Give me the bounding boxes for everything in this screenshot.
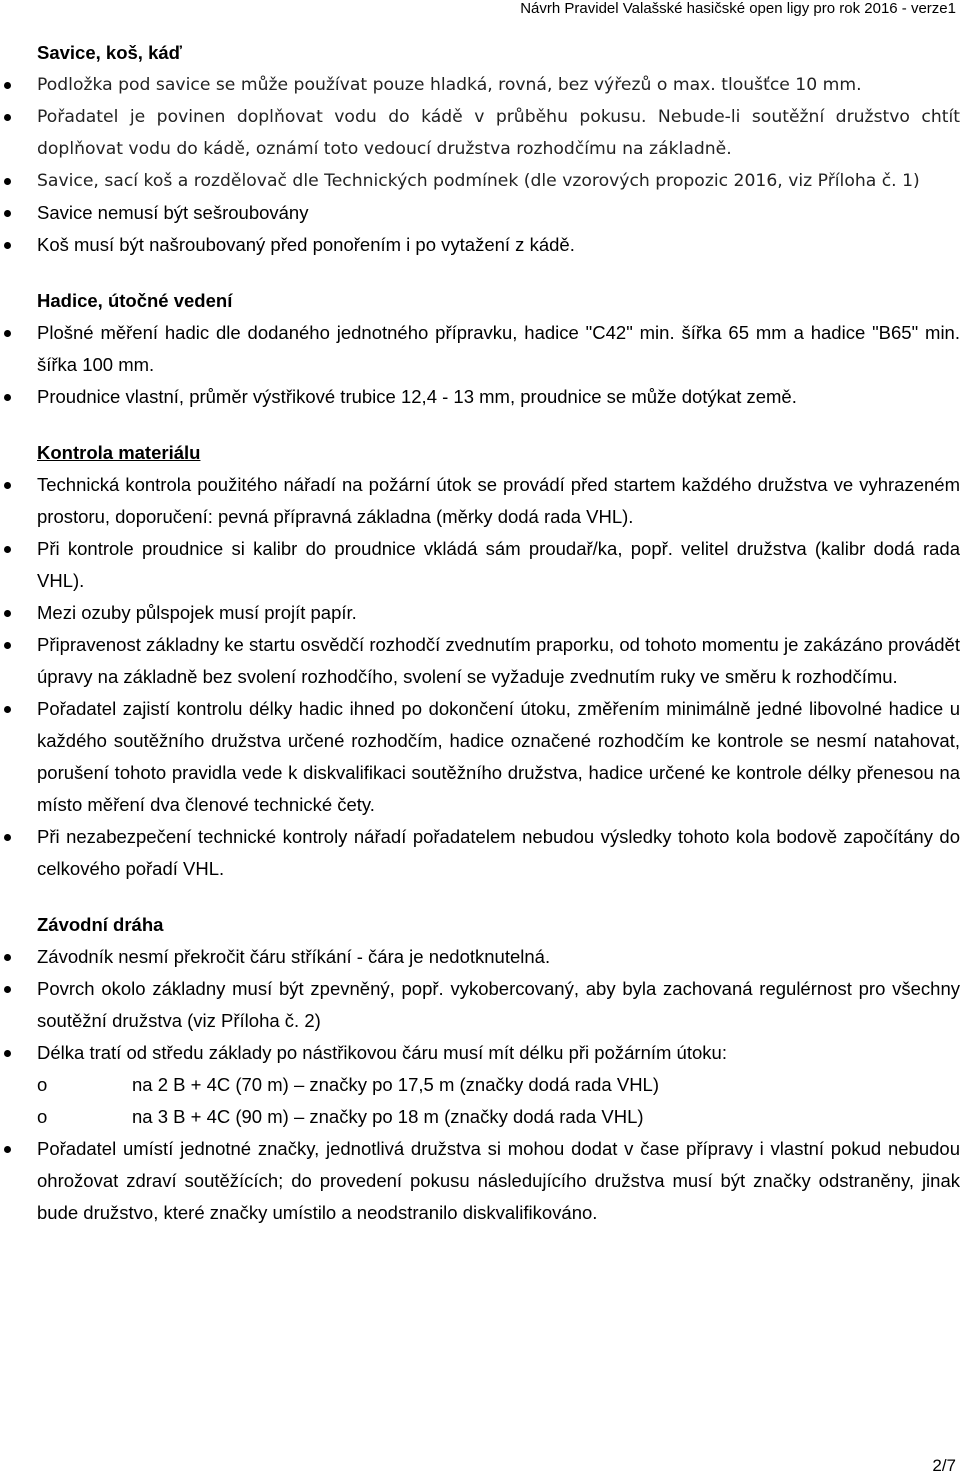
bullet-icon bbox=[4, 834, 11, 841]
list-item: Savice, sací koš a rozdělovač dle Technických podmínek (dle vzorových propozic 2016, viz Příloha č. 1) bbox=[0, 165, 960, 197]
page-number: 2/7 bbox=[932, 1456, 956, 1475]
section-list-zavodni-draha-cont bbox=[0, 1133, 960, 1229]
list-item: Délka tratí od středu základy po nástřikovou čáru musí mít délku při požárním útoku: bbox=[0, 1037, 960, 1069]
bullet-icon bbox=[4, 706, 11, 713]
bullet-icon bbox=[4, 610, 11, 617]
list-item: Pořadatel umístí jednotné značky, jednotlivá družstva si mohou dodat v čase přípravy i vlastní pokud nebudou ohrožovat zdraví soutěžících; do provedení pokusu následujícího družstva musí být značky odstraněny, jinak bude družstvo, které značky umístilo a neodstranilo diskvalifikováno. bbox=[0, 1133, 960, 1229]
sub-list-track-lengths bbox=[0, 1069, 960, 1133]
bullet-icon bbox=[4, 1050, 11, 1057]
list-item: Při nezabezpečení technické kontroly nářadí pořadatelem nebudou výsledky tohoto kola bodově započítány do celkového pořadí VHL. bbox=[0, 821, 960, 885]
list-item: Plošné měření hadic dle dodaného jednotného přípravku, hadice "C42" min. šířka 65 mm a hadice "B65" min. šířka 100 mm. bbox=[0, 317, 960, 381]
bullet-icon bbox=[4, 178, 11, 185]
bullet-icon bbox=[4, 1146, 11, 1153]
sub-list-item: o na 3 B + 4C (90 m) – značky po 18 m (značky dodá rada VHL) bbox=[0, 1101, 960, 1133]
bullet-icon bbox=[4, 546, 11, 553]
section-title-zavodni-draha: Závodní dráha bbox=[37, 914, 164, 935]
section-list-hadice bbox=[0, 317, 960, 413]
sub-bullet-marker: o bbox=[37, 1106, 48, 1127]
list-item: Pořadatel zajistí kontrolu délky hadic ihned po dokončení útoku, změřením minimálně jedné libovolné hadice u každého soutěžního družstva určené rozhodčím, hadice označené rozhodčím ke kontrole se nesmí natahovat, porušení tohoto pravidla vede k diskvalifikaci soutěžního družstva, hadice určené ke kontrole délky přenesou na místo měření dva členové technické čety. bbox=[0, 693, 960, 821]
bullet-icon bbox=[4, 210, 11, 217]
section-title-hadice: Hadice, útočné vedení bbox=[37, 290, 233, 311]
list-item: Závodník nesmí překročit čáru stříkání - čára je nedotknutelná. bbox=[0, 941, 960, 973]
list-item: Savice nemusí být sešroubovány bbox=[0, 197, 960, 229]
bullet-icon bbox=[4, 330, 11, 337]
bullet-icon bbox=[4, 114, 11, 121]
bullet-icon bbox=[4, 242, 11, 249]
list-item: Pořadatel je povinen doplňovat vodu do kádě v průběhu pokusu. Nebude-li soutěžní družstvo chtít doplňovat vodu do kádě, oznámí toto vedoucí družstva rozhodčímu na základně. bbox=[0, 101, 960, 165]
bullet-icon bbox=[4, 482, 11, 489]
section-title-savice: Savice, koš, káď bbox=[37, 42, 182, 63]
section-list-zavodni-draha bbox=[0, 941, 960, 1069]
section-title-kontrola: Kontrola materiálu bbox=[37, 442, 201, 463]
bullet-icon bbox=[4, 394, 11, 401]
section-list-kontrola bbox=[0, 469, 960, 885]
section-list-savice bbox=[0, 69, 960, 261]
list-item: Podložka pod savice se může používat pouze hladká, rovná, bez výřezů o max. tloušťce 10 mm. bbox=[0, 69, 960, 101]
bullet-icon bbox=[4, 642, 11, 649]
list-item: Technická kontrola použitého nářadí na požární útok se provádí před startem každého družstva ve vyhrazeném prostoru, doporučení: pevná přípravná základna (měrky dodá rada VHL). bbox=[0, 469, 960, 533]
list-item: Koš musí být našroubovaný před ponořením i po vytažení z kádě. bbox=[0, 229, 960, 261]
list-item: Připravenost základny ke startu osvědčí rozhodčí zvednutím praporku, od tohoto momentu je zakázáno provádět úpravy na základně bez svolení rozhodčího, svolení se vyžaduje zvednutím ruky ve směru k rozhodčímu. bbox=[0, 629, 960, 693]
bullet-icon bbox=[4, 986, 11, 993]
sub-list-item: o na 2 B + 4C (70 m) – značky po 17,5 m (značky dodá rada VHL) bbox=[0, 1069, 960, 1101]
list-item: Při kontrole proudnice si kalibr do proudnice vkládá sám proudař/ka, popř. velitel družstva (kalibr dodá rada VHL). bbox=[0, 533, 960, 597]
bullet-icon bbox=[4, 954, 11, 961]
page-header: Návrh Pravidel Valašské hasičské open ligy pro rok 2016 - verze1 bbox=[520, 0, 956, 17]
list-item: Proudnice vlastní, průměr výstřikové trubice 12,4 - 13 mm, proudnice se může dotýkat země. bbox=[0, 381, 960, 413]
document-body bbox=[0, 37, 960, 1229]
bullet-icon bbox=[4, 82, 11, 89]
list-item: Povrch okolo základny musí být zpevněný, popř. vykobercovaný, aby byla zachovaná regulérnost pro všechny soutěžní družstva (viz Příloha č. 2) bbox=[0, 973, 960, 1037]
sub-bullet-marker: o bbox=[37, 1074, 48, 1095]
list-item: Mezi ozuby půlspojek musí projít papír. bbox=[0, 597, 960, 629]
